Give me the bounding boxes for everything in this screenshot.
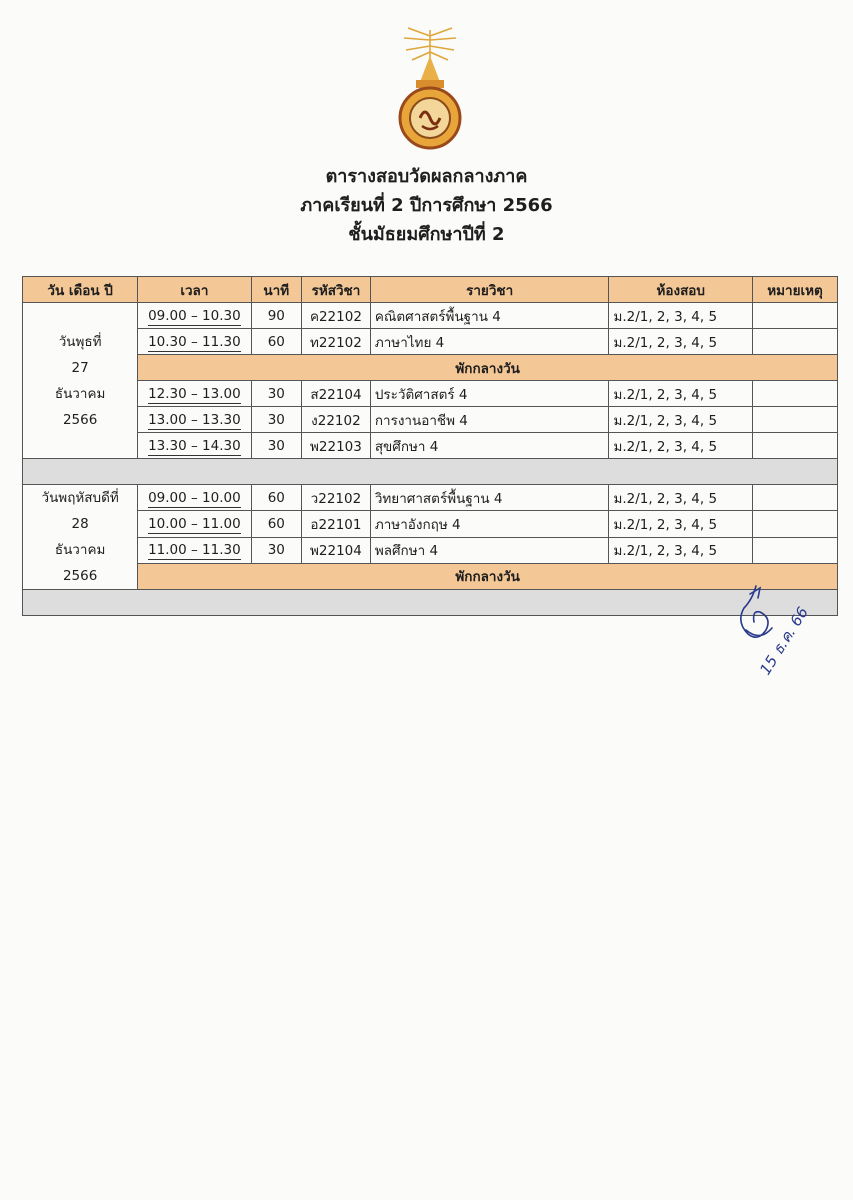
table-row: [23, 303, 838, 329]
day-date: 27: [71, 359, 89, 376]
subject-cell: คณิตศาสตร์พื้นฐาน 4: [370, 303, 609, 329]
school-emblem-icon: [394, 26, 466, 152]
note-cell: [753, 407, 838, 433]
minutes-cell: 30: [251, 433, 302, 459]
header-room: ห้องสอบ: [609, 277, 753, 303]
day-year: 2566: [62, 568, 98, 584]
code-cell: ง22102: [302, 407, 371, 433]
subject-cell: วิทยาศาสตร์พื้นฐาน 4: [370, 485, 609, 511]
room-cell: ม.2/1, 2, 3, 4, 5: [609, 433, 753, 459]
room-cell: ม.2/1, 2, 3, 4, 5: [609, 381, 753, 407]
separator-row: [23, 590, 838, 616]
subject-cell: สุขศึกษา 4: [370, 433, 609, 459]
separator-cell: [23, 590, 838, 616]
title-line-2: ภาคเรียนที่ 2 ปีการศึกษา 2566: [300, 195, 553, 216]
header-code: รหัสวิชา: [302, 277, 371, 303]
subject-cell: ประวัติศาสตร์ 4: [370, 381, 609, 407]
exam-schedule-table: [22, 276, 838, 616]
title-line-3: ชั้นมัธยมศึกษาปีที่ 2: [348, 224, 505, 245]
table-row: [23, 537, 838, 563]
day-month: ธันวาคม: [54, 542, 106, 558]
time-cell: 09.00 – 10.30: [138, 303, 251, 329]
note-cell: [753, 303, 838, 329]
minutes-cell: 60: [251, 329, 302, 355]
header-time: เวลา: [138, 277, 251, 303]
time-cell: 10.30 – 11.30: [138, 329, 251, 355]
svg-text:15 ธ.ค. 66: 15 ธ.ค. 66: [756, 603, 812, 679]
table-row: [23, 485, 838, 511]
handwritten-signature: [728, 580, 823, 680]
subject-cell: ภาษาอังกฤษ 4: [370, 511, 609, 537]
day-year: 2566: [62, 411, 98, 428]
table-header-row: [23, 277, 838, 303]
time-cell: 11.00 – 11.30: [138, 537, 251, 563]
room-cell: ม.2/1, 2, 3, 4, 5: [609, 329, 753, 355]
note-cell: [753, 511, 838, 537]
day-date: 28: [71, 516, 89, 532]
header-note: หมายเหตุ: [753, 277, 838, 303]
table-row: [23, 433, 838, 459]
code-cell: พ22104: [302, 537, 371, 563]
header-subject: รายวิชา: [370, 277, 609, 303]
code-cell: อ22101: [302, 511, 371, 537]
table-row: [23, 381, 838, 407]
day-cell: [23, 303, 138, 459]
code-cell: ค22102: [302, 303, 371, 329]
note-cell: [753, 329, 838, 355]
day-month: ธันวาคม: [54, 385, 106, 402]
title-line-1: ตารางสอบวัดผลกลางภาค: [325, 166, 528, 187]
time-cell: 13.00 – 13.30: [138, 407, 251, 433]
time-cell: 09.00 – 10.00: [138, 485, 251, 511]
subject-cell: พลศึกษา 4: [370, 537, 609, 563]
day-weekday: วันพุธที่: [58, 333, 102, 350]
room-cell: ม.2/1, 2, 3, 4, 5: [609, 511, 753, 537]
lunch-row: [23, 355, 838, 381]
table-row: [23, 329, 838, 355]
minutes-cell: 30: [251, 537, 302, 563]
note-cell: [753, 537, 838, 563]
minutes-cell: 60: [251, 511, 302, 537]
header-minutes: นาที: [251, 277, 302, 303]
code-cell: ท22102: [302, 329, 371, 355]
time-cell: 12.30 – 13.00: [138, 381, 251, 407]
day-weekday: วันพฤหัสบดีที่: [41, 490, 119, 506]
document-title-block: [0, 162, 853, 249]
minutes-cell: 30: [251, 407, 302, 433]
room-cell: ม.2/1, 2, 3, 4, 5: [609, 485, 753, 511]
room-cell: ม.2/1, 2, 3, 4, 5: [609, 537, 753, 563]
separator-cell: [23, 459, 838, 485]
code-cell: พ22103: [302, 433, 371, 459]
note-cell: [753, 381, 838, 407]
day-cell: [23, 485, 138, 590]
minutes-cell: 30: [251, 381, 302, 407]
subject-cell: ภาษาไทย 4: [370, 329, 609, 355]
separator-row: [23, 459, 838, 485]
minutes-cell: 60: [251, 485, 302, 511]
note-cell: [753, 485, 838, 511]
code-cell: ส22104: [302, 381, 371, 407]
room-cell: ม.2/1, 2, 3, 4, 5: [609, 303, 753, 329]
lunch-break-label: พักกลางวัน: [138, 355, 838, 381]
room-cell: ม.2/1, 2, 3, 4, 5: [609, 407, 753, 433]
time-cell: 13.30 – 14.30: [138, 433, 251, 459]
header-date: วัน เดือน ปี: [23, 277, 138, 303]
note-cell: [753, 433, 838, 459]
time-cell: 10.00 – 11.00: [138, 511, 251, 537]
lunch-break-label: พักกลางวัน: [138, 563, 838, 589]
subject-cell: การงานอาชีพ 4: [370, 407, 609, 433]
table-row: [23, 511, 838, 537]
minutes-cell: 90: [251, 303, 302, 329]
code-cell: ว22102: [302, 485, 371, 511]
table-row: [23, 407, 838, 433]
lunch-row: [23, 563, 838, 589]
